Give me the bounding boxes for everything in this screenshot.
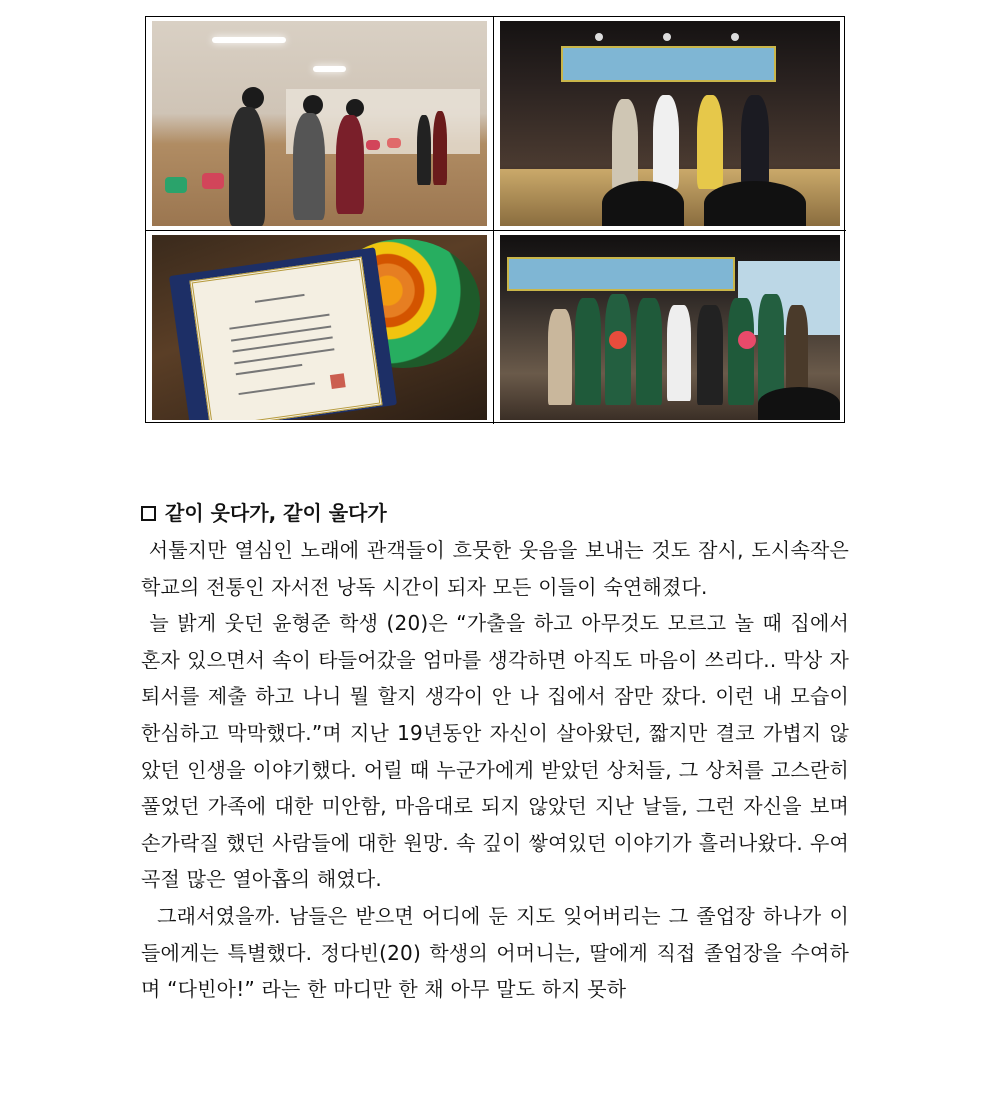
- section-heading-text: 같이 웃다가, 같이 울다가: [165, 501, 387, 525]
- square-bullet-icon: [141, 506, 156, 521]
- paragraph-2: 늘 밝게 웃던 윤형준 학생 (20)은 “가출을 하고 아무것도 모르고 놀 때 집에서 혼자 있으면서 속이 타들어갔을 엄마를 생각하면 아직도 마음이 쓰리다.. 막상 자퇴서를 제출 하고 나니 뭘 할지 생각이 안 나 집에서 잠만 잤다. 이런 내 모습이 한심하고 막막했다.”며 지난 19년동안 자신이 살아왔던, 짧지만 결코 가볍지 않았던 인생을 이야기했다. 어릴 때 누군가에게 받았던 상처들, 그 상처를 고스란히 풀었던 가족에 대한 미안함, 마음대로 되지 않았던 지난 날들, 그런 자신을 보며 손가락질 했던 사람들에 대한 원망. 속 깊이 쌓여있던 이야기가 흘러나왔다. 우여곡절 많은 열아홉의 해였다.: [141, 611, 856, 892]
- photo-cell: [494, 231, 846, 424]
- photo-grid: [145, 16, 845, 423]
- photo-graduation-group: [500, 235, 840, 420]
- photo-rehearsal: [152, 21, 487, 226]
- photo-cell: [146, 17, 494, 231]
- photo-cell: [494, 17, 846, 231]
- certificate: [189, 257, 382, 420]
- paragraph-1: 서툴지만 열심인 노래에 관객들이 흐뭇한 웃음을 보내는 것도 잠시, 도시속작은학교의 전통인 자서전 낭독 시간이 되자 모든 이들이 숙연해졌다.: [141, 538, 849, 599]
- article-body: [141, 498, 856, 1008]
- photo-diploma-flowers: [152, 235, 487, 420]
- paragraph-3: 그래서였을까. 남들은 받으면 어디에 둔 지도 잊어버리는 그 졸업장 하나가 이들에게는 특별했다. 정다빈(20) 학생의 어머니는, 딸에게 직접 졸업장을 수여하며 “다빈아!” 라는 한 마디만 한 채 아무 말도 하지 못하: [141, 903, 849, 1002]
- photo-cell: [146, 231, 494, 424]
- photo-stage-performance: [500, 21, 840, 226]
- section-heading: [141, 498, 849, 528]
